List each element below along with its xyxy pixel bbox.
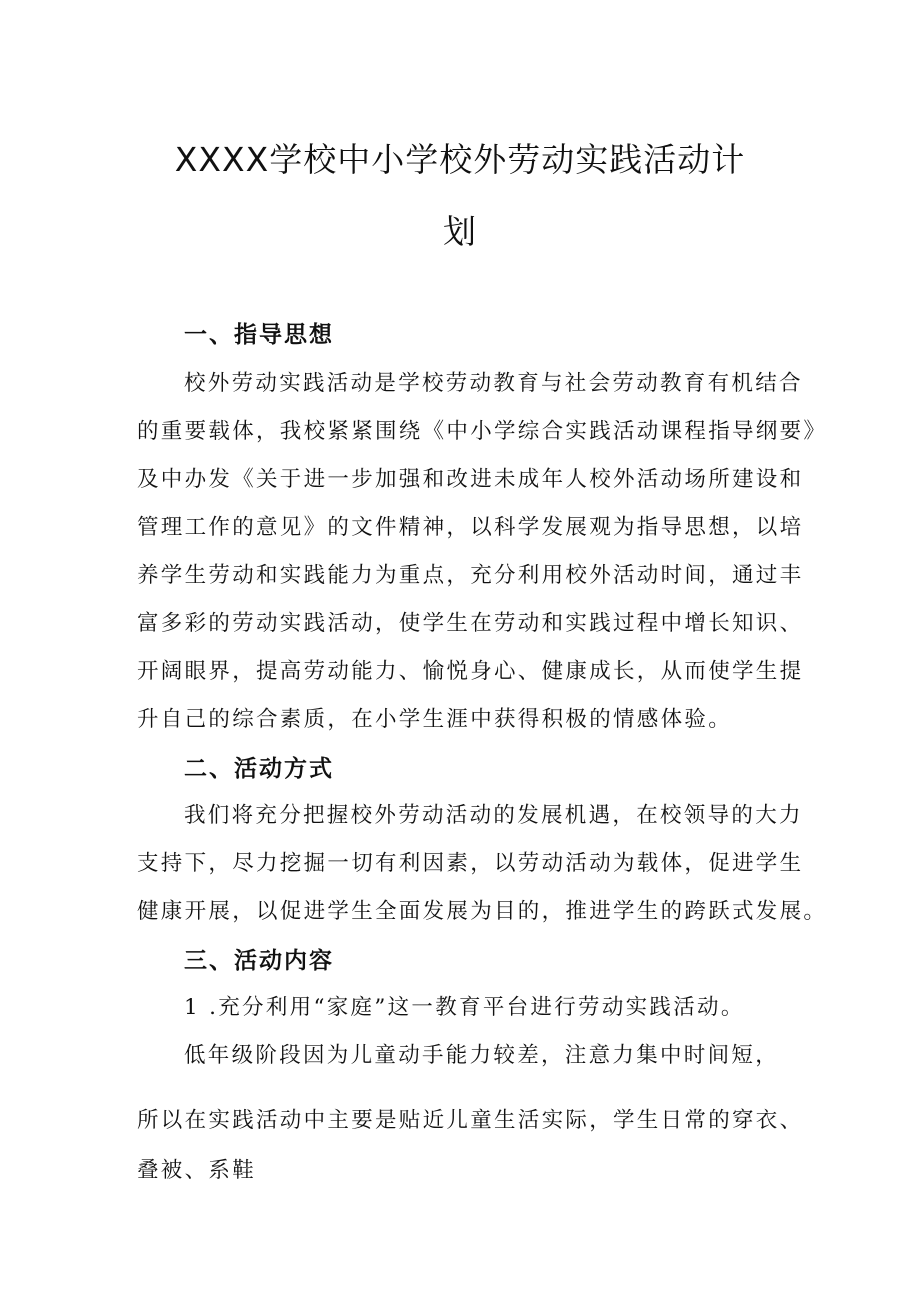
paragraph-line: 支持下，尽力挖掘一切有利因素，以劳动活动为载体，促进学生	[137, 851, 804, 876]
section-heading: 二、活动方式	[184, 756, 334, 782]
paragraph-line: 开阔眼界，提高劳动能力、愉悦身心、健康成长，从而使学生提	[137, 659, 804, 684]
paragraph-line: 升自己的综合素质，在小学生涯中获得积极的情感体验。	[137, 707, 733, 732]
document-title-continued: 划	[443, 212, 477, 251]
paragraph-line: 低年级阶段因为儿童动手能力较差，注意力集中时间短，	[184, 1043, 780, 1068]
paragraph-line: 健康开展，以促进学生全面发展为目的，推进学生的跨跃式发展。	[137, 899, 828, 924]
paragraph-line: 养学生劳动和实践能力为重点，充分利用校外活动时间，通过丰	[137, 563, 804, 588]
paragraph-line: 叠被、系鞋	[137, 1158, 257, 1183]
paragraph-line: 所以在实践活动中主要是贴近儿童生活实际，学生日常的穿衣、	[137, 1108, 804, 1133]
paragraph-line: 1 .充分利用“家庭”这一教育平台进行劳动实践活动。	[184, 995, 745, 1020]
section-heading: 一、指导思想	[184, 322, 334, 348]
document-title: XXXX学校中小学校外劳动实践活动计	[174, 140, 746, 179]
paragraph-line: 及中办发《关于进一步加强和改进未成年人校外活动场所建设和	[137, 467, 804, 492]
paragraph-line: 的重要载体，我校紧紧围绕《中小学综合实践活动课程指导纲要》	[137, 419, 828, 444]
paragraph-line: 我们将充分把握校外劳动活动的发展机遇，在校领导的大力	[184, 803, 803, 828]
paragraph-line: 管理工作的意见》的文件精神，以科学发展观为指导思想，以培	[137, 515, 804, 540]
section-heading: 三、活动内容	[184, 948, 334, 974]
paragraph-line: 校外劳动实践活动是学校劳动教育与社会劳动教育有机结合	[184, 371, 803, 396]
paragraph-line: 富多彩的劳动实践活动，使学生在劳动和实践过程中增长知识、	[137, 611, 804, 636]
